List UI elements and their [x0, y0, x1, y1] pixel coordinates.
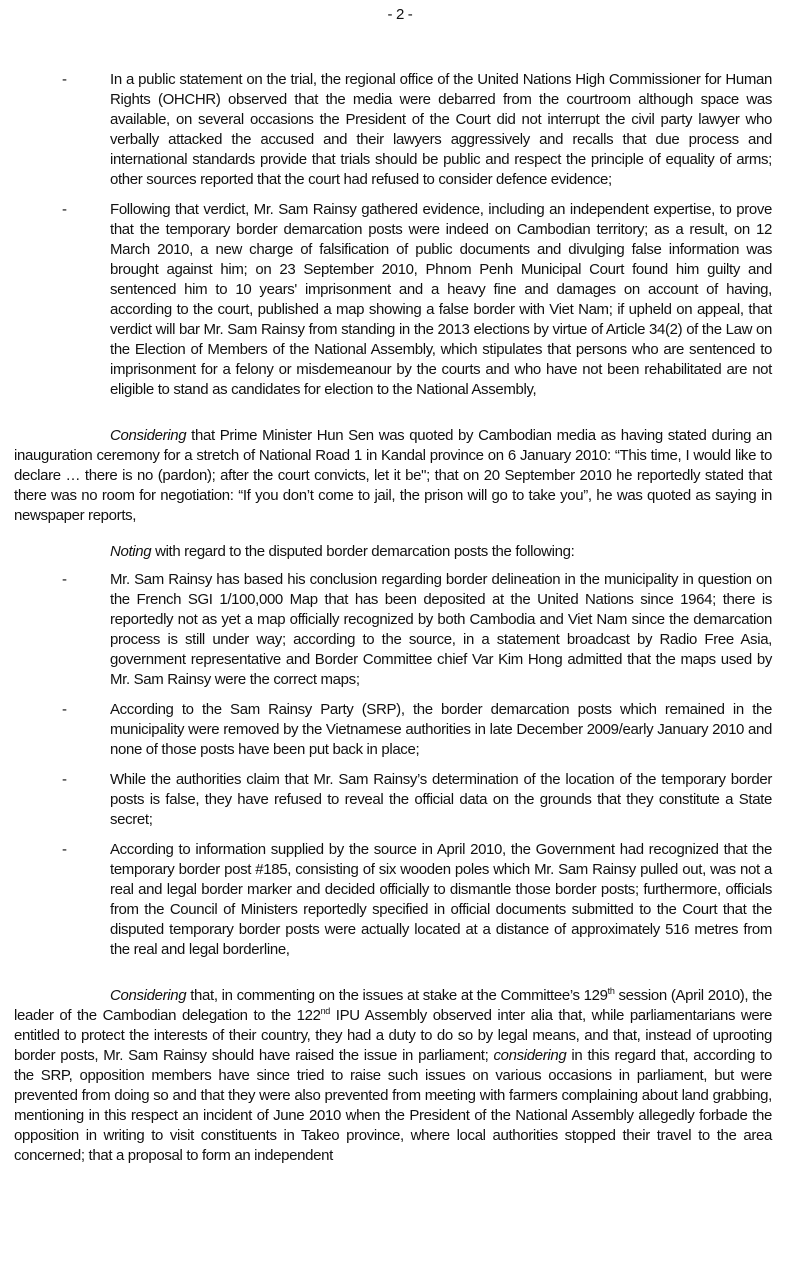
- bullet-dash: -: [62, 841, 67, 858]
- bullet-dash: -: [62, 701, 67, 718]
- page-number: - 2 -: [387, 6, 413, 23]
- ordinal-suffix: th: [607, 986, 615, 996]
- paragraph-text: with regard to the disputed border demarcation posts the following:: [151, 543, 575, 560]
- bullet-item: [14, 770, 772, 830]
- paragraph-text: IPU Assembly observed inter alia that, while parliamentarians were entitled to protect the interests of their country, they had a duty to do so by legal means, and that, instead of uprooting border posts, Mr. Sam Rainsy should have raised the issue in parliament;: [14, 1007, 773, 1064]
- paragraph-text: that Prime Minister Hun Sen was quoted by Cambodian media as having stated during an inauguration ceremony for a stretch of National Road 1 in Kandal province on 6 January 2010: “This time, I would like to declare … there is no (pardon); after the court convicts, let it be"; that on 20 September 2010 he reportedly stated that there was no room for negotiation: “If you don’t come to jail, the prison will go to take you”, he was quoted as saying in newspaper reports,: [14, 427, 772, 524]
- considering-inline: considering: [493, 1047, 567, 1064]
- bullet-item: [14, 570, 772, 690]
- bullet-dash: -: [62, 571, 67, 588]
- bullet-text: While the authorities claim that Mr. Sam Rainsy’s determination of the location of the temporary border posts is false, they have refused to reveal the official data on the grounds that they constitute a State secret;: [110, 771, 772, 828]
- bullet-item: [14, 840, 772, 960]
- ordinal-suffix: nd: [320, 1006, 330, 1016]
- bullet-text: Mr. Sam Rainsy has based his conclusion regarding border delineation in the municipality in question on the French SGI 1/100,000 Map that has been deposited at the United Nations since 1964; there is reportedly not as yet a map officially recognized by both Cambodia and Viet Nam since the demarcation process is still under way; according to the source, in a statement broadcast by Radio Free Asia, government representative and Border Committee chief Var Kim Hong admitted that the maps used by Mr. Sam Rainsy were the correct maps;: [110, 571, 772, 688]
- considering-lead: Considering: [110, 427, 187, 444]
- considering-paragraph: [14, 986, 772, 1166]
- paragraph-text: in this regard that, according to the SRP, opposition members have since tried to raise such issues on various occasions in parliament, but were prevented from doing so and that they were also prevented from meeting with farmers complaining about land grabbing, mentioning in this respect an incident of June 2010 when the President of the National Assembly allegedly forbade the opposition in writing to visit constituents in Takeo province, where local authorities stopped their travel to the area concerned; that a proposal to form an independent: [14, 1047, 772, 1164]
- bullet-text: In a public statement on the trial, the regional office of the United Nations High Commissioner for Human Rights (OHCHR) observed that the media were debarred from the courtroom although space was available, on several occasions the President of the Court did not interrupt the civil party lawyer who verbally attacked the accused and their lawyers aggressively and recalls that due process and international standards provide that trials should be public and respect the principle of equality of arms; other sources reported that the court had refused to consider defence evidence;: [110, 71, 772, 188]
- bullet-text: Following that verdict, Mr. Sam Rainsy gathered evidence, including an independent expertise, to prove that the temporary border demarcation posts were indeed on Cambodian territory; as a result, on 12 March 2010, a new charge of falsification of public documents and divulging false information was brought against him; on 23 September 2010, Phnom Penh Municipal Court found him guilty and sentenced him to 10 years' imprisonment and a heavy fine and damages on account of having, according to the court, published a map showing a false border with Viet Nam; if upheld on appeal, that verdict will bar Mr. Sam Rainsy from standing in the 2013 elections by virtue of Article 34(2) of the Law on the Election of Members of the National Assembly, which stipulates that persons who are sentenced to imprisonment for a felony or misdemeanour by the courts and who have not been rehabilitated are not eligible to stand as candidates for election to the National Assembly,: [110, 201, 772, 398]
- paragraph-text: session (April 2010), the leader of the Cambodian delegation to the 122: [14, 987, 772, 1024]
- bullet-text: According to the Sam Rainsy Party (SRP), the border demarcation posts which remained in the municipality were removed by the Vietnamese authorities in late December 2009/early January 2010 and none of those posts have been put back in place;: [110, 701, 772, 758]
- bullet-item: [14, 70, 772, 190]
- bullet-dash: -: [62, 771, 67, 788]
- noting-paragraph: [14, 542, 772, 562]
- bullet-text: According to information supplied by the source in April 2010, the Government had recognized that the temporary border post #185, consisting of six wooden poles which Mr. Sam Rainsy pulled out, was not a real and legal border marker and decided officially to dismantle those border posts; furthermore, officials from the Council of Ministers reportedly specified in official documents submitted to the Court that the disputed temporary border posts were actually located at a distance of approximately 516 metres from the real and legal borderline,: [110, 841, 772, 958]
- bullet-dash: -: [62, 201, 67, 218]
- document-body: [14, 70, 772, 1166]
- bullet-item: [14, 200, 772, 400]
- bullet-item: [14, 700, 772, 760]
- considering-lead: Considering: [110, 987, 187, 1004]
- noting-lead: Noting: [110, 543, 152, 560]
- considering-paragraph: [14, 426, 772, 526]
- bullet-dash: -: [62, 71, 67, 88]
- paragraph-text: that, in commenting on the issues at stake at the Committee’s 129: [186, 987, 608, 1004]
